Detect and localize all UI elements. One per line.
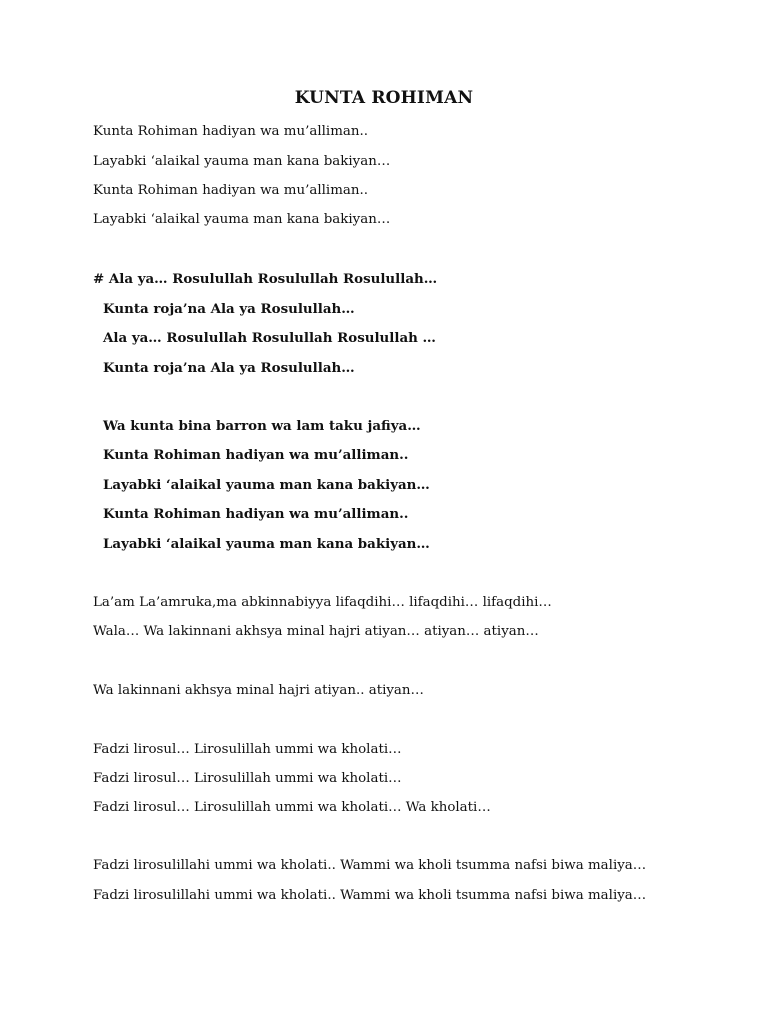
lyric-line: Layabki ‘alaikal yauma man kana bakiyan… <box>93 154 391 169</box>
lyric-line: Kunta Rohiman hadiyan wa mu’alliman.. <box>93 183 369 198</box>
lyric-line: Wala… Wa lakinnani akhsya minal hajri atiyan… atiyan… atiyan… <box>93 624 539 639</box>
lyric-line: Fadzi lirosulillahi ummi wa kholati.. Wammi wa kholi tsumma nafsi biwa maliya… <box>93 858 647 873</box>
lyric-line: Kunta Rohiman hadiyan wa mu’alliman.. <box>93 124 369 139</box>
lyric-line: Wa lakinnani akhsya minal hajri atiyan.. atiyan… <box>93 683 424 698</box>
chorus-line: Wa kunta bina barron wa lam taku jafiya… <box>103 418 421 434</box>
lyric-line: La’am La’amruka,ma abkinnabiyya lifaqdihi… lifaqdihi… lifaqdihi… <box>93 595 552 610</box>
chorus-line: Kunta roja’na Ala ya Rosulullah… <box>103 301 355 317</box>
chorus-line: Kunta Rohiman hadiyan wa mu’alliman.. <box>103 506 409 522</box>
chorus-line: Ala ya… Rosulullah Rosulullah Rosulullah … <box>103 330 436 346</box>
lyric-line: Fadzi lirosul… Lirosulillah ummi wa kholati… Wa kholati… <box>93 800 491 815</box>
document-title: KUNTA ROHIMAN <box>294 88 474 108</box>
chorus-line: Layabki ‘alaikal yauma man kana bakiyan… <box>103 477 430 493</box>
chorus-line: # Ala ya… Rosulullah Rosulullah Rosulullah… <box>93 271 438 287</box>
lyric-line: Layabki ‘alaikal yauma man kana bakiyan… <box>93 212 391 227</box>
chorus-line: Kunta Rohiman hadiyan wa mu’alliman.. <box>103 447 409 463</box>
lyric-line: Fadzi lirosulillahi ummi wa kholati.. Wammi wa kholi tsumma nafsi biwa maliya… <box>93 888 647 903</box>
chorus-line: Kunta roja’na Ala ya Rosulullah… <box>103 360 355 376</box>
lyric-line: Fadzi lirosul… Lirosulillah ummi wa kholati… <box>93 742 402 757</box>
chorus-line: Layabki ‘alaikal yauma man kana bakiyan… <box>103 536 430 552</box>
lyric-line: Fadzi lirosul… Lirosulillah ummi wa kholati… <box>93 771 402 786</box>
